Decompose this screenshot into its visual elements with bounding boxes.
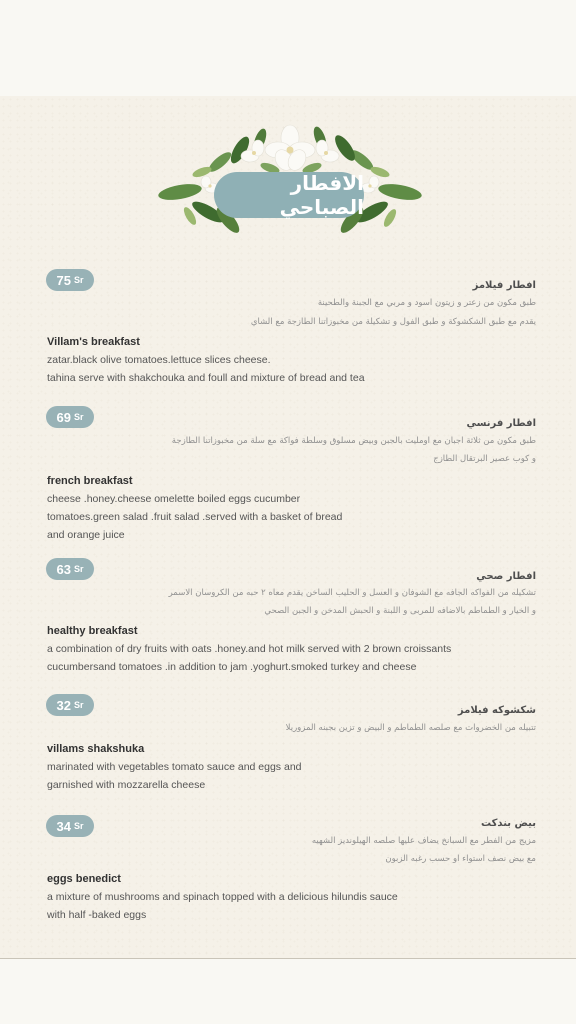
item-title-arabic: افطار فيلامز — [472, 280, 536, 291]
bottom-margin — [0, 959, 576, 1024]
price-value: 75 — [56, 272, 71, 288]
item-description-arabic-line: يقدم مع طبق الشكشوكة و طبق الفول و تشكيلة من مخبوزاتنا الطازجة مع الشاي — [250, 317, 536, 327]
item-description-english-line: marinated with vegetables tomato sauce and eggs and — [47, 761, 302, 773]
item-description-english-line: zatar.black olive tomatoes.lettuce slices cheese. — [47, 354, 271, 366]
item-title-english: eggs benedict — [47, 873, 121, 885]
item-description-arabic-line: و الخيار و الطماطم بالاضافه للمربى و اللبنة و الحبش المدخن و الجبن الصحي — [264, 606, 536, 616]
price-badge — [46, 269, 94, 291]
item-description-english-line: garnished with mozzarella cheese — [47, 779, 206, 791]
item-title-english: villams shakshuka — [47, 743, 145, 755]
item-title-english: healthy breakfast — [47, 625, 138, 637]
item-description-arabic-line: مع بيض نصف استواء او حسب رغبه الزبون — [385, 854, 536, 864]
item-title-english: french breakfast — [47, 475, 133, 487]
price-value: 32 — [56, 697, 71, 713]
item-description-english-line: and orange juice — [47, 529, 125, 541]
price-unit: Sr — [73, 564, 84, 574]
price-badge — [46, 694, 94, 716]
item-description-arabic-line: مزيج من الفطر مع السبانخ يضاف عليها صلصه الهيلونديز الشهيه — [311, 836, 536, 846]
item-description-english-line: cheese .honey.cheese omelette boiled eggs cucumber — [47, 493, 301, 505]
item-description-english-line: cucumbersand tomatoes .in addition to jam .yoghurt.smoked turkey and cheese — [47, 661, 417, 673]
item-description-arabic-line: و كوب عصير البرتقال الطازج — [433, 454, 536, 464]
item-description-english-line: tahina serve with shakchouka and foull and mixture of bread and tea — [47, 372, 365, 384]
menu-title: الافطار الصباحي — [279, 171, 364, 219]
price-badge — [46, 406, 94, 428]
item-description-arabic-line: طبق مكون من ثلاثة اجبان مع اومليت بالجبن وبيض مسلوق وسلطة فواكة مع سلة من مخبوزاتنا الطازجة — [171, 436, 536, 446]
top-margin — [0, 0, 576, 96]
item-description-arabic-line: تتبيله من الخضروات مع صلصه الطماطم و البيض و تزين بجبنه المزوريلا — [285, 723, 536, 733]
item-title-arabic: شكشوكه فيلامز — [457, 705, 536, 716]
price-unit: Sr — [73, 821, 84, 831]
price-unit: Sr — [73, 412, 84, 422]
price-unit: Sr — [73, 700, 84, 710]
item-description-english-line: tomatoes.green salad .fruit salad .served with a basket of bread — [47, 511, 343, 523]
item-title-arabic: افطار صحي — [476, 571, 536, 582]
item-title-arabic: افطار فرنسي — [466, 418, 536, 429]
item-description-english-line: a combination of dry fruits with oats .honey.and hot milk served with 2 brown croissants — [47, 643, 452, 655]
item-description-english-line: with half -baked eggs — [47, 909, 147, 921]
price-badge — [46, 815, 94, 837]
price-value: 63 — [56, 561, 71, 577]
item-title-english: Villam's breakfast — [47, 336, 140, 348]
item-description-arabic-line: تشكيله من الفواكه الجافه مع الشوفان و العسل و الحليب الساخن يقدم معاه ٢ حبه من الكروسان الاسمر — [168, 588, 536, 598]
price-value: 69 — [56, 409, 71, 425]
item-description-arabic-line: طبق مكون من زعتر و زيتون اسود و مربي مع الجبنة والطحينة — [317, 298, 536, 308]
menu-title-badge — [214, 172, 364, 218]
item-title-arabic: بيض بندكت — [481, 818, 536, 829]
price-unit: Sr — [73, 275, 84, 285]
item-description-english-line: a mixture of mushrooms and spinach topped with a delicious hilundis sauce — [47, 891, 398, 903]
price-badge — [46, 558, 94, 580]
price-value: 34 — [56, 818, 71, 834]
